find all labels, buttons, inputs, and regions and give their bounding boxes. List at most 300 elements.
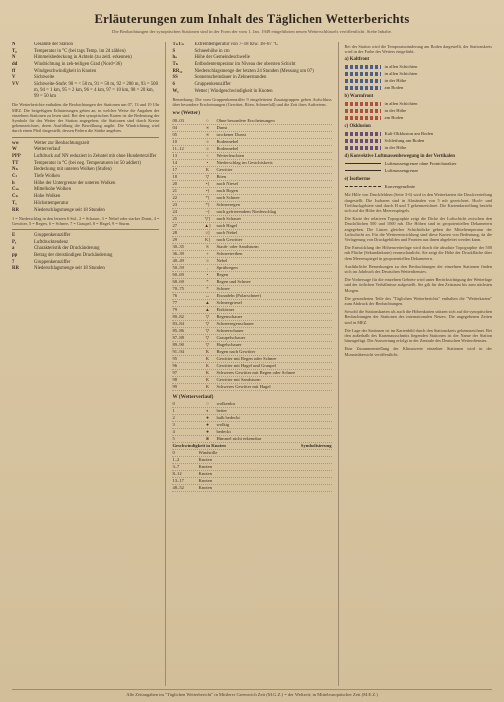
code-row [172, 342, 331, 349]
code-label: Schneetreiben [216, 250, 243, 256]
key-entry [12, 246, 159, 252]
key-entry [12, 147, 159, 153]
code-label: trockener Dunst [216, 131, 246, 137]
warmfront-legend [345, 100, 492, 121]
key-description: Bedeckung mit unteren Wolken (Stufen) [34, 167, 112, 173]
key-entry [12, 266, 159, 272]
weather-symbol-icon: ▽] [204, 215, 210, 221]
key-symbol: W [12, 147, 17, 153]
weather-symbol-icon: ↔ [205, 292, 210, 298]
key-symbol: V [12, 75, 16, 81]
key-symbol: ff [12, 68, 16, 74]
front-line-swatch [345, 170, 381, 171]
page-title: Erläuterungen zum Inhalt des Täglichen Wetterberichts [94, 12, 410, 26]
key-symbol: E [12, 233, 16, 238]
code-number: 98 [172, 376, 178, 382]
code-row [172, 335, 331, 342]
key-symbol: W₁ [172, 88, 179, 94]
key-description: Gruppenkennziffer [34, 233, 71, 238]
code-row [172, 356, 331, 363]
okklusion-legend [345, 130, 492, 151]
ww-section-heading: ww (Wetter) [172, 110, 200, 117]
code-label: wolkenlos [216, 401, 236, 407]
weather-symbol-icon: • [206, 159, 209, 165]
right-intro: Bei der Station wird die Temperaturänderung am Boden dargestellt, der Stationskreis wird in der Farbe des Wetters eingefärbt. [344, 44, 492, 55]
key-symbol: dd [12, 62, 18, 68]
code-row [172, 415, 331, 422]
weather-symbol-icon: ▲ [205, 299, 210, 305]
key-description: Extremtemperatur von 7–18 bzw. 18–07 °C [194, 42, 279, 47]
code-number: 96 [172, 362, 178, 368]
code-number: 22 [172, 194, 178, 200]
code-row [172, 349, 331, 356]
weather-symbol-icon: ≡] [205, 229, 210, 235]
code-number: 18 [172, 173, 178, 179]
code-number: 1 [172, 408, 175, 414]
key-description: Gruppenkennziffer [34, 259, 71, 265]
code-label: Hagelschauer [216, 341, 242, 347]
left-paragraph-2: 1 = Niederschlag in den letzten 6 Std., 2 = Schauer, 3 = Nebel oder starker Dunst, 4 = Gewitter, 5 = Regen, 6 = Schnee, 7 = Graupel, 8 = Hagel, 9 = Sturm. [12, 215, 160, 226]
legend-label: in allen Schichten [384, 71, 418, 77]
key-symbol: 6 [172, 82, 175, 88]
legend-label: am Boden [384, 115, 404, 121]
legend-label: in der Höhe [384, 145, 407, 151]
key-entry [12, 208, 159, 214]
weather-symbol-icon: K] [205, 236, 210, 242]
code-label: Regen nach Gewitter [216, 348, 256, 354]
legend-label: Luftmassengrenze ohne Frontcharakter [384, 161, 457, 167]
weather-symbol-icon: *] [205, 194, 210, 200]
weather-symbol-icon: • [206, 271, 209, 277]
code-label: nach gefrierendem Niederschlag [216, 208, 277, 214]
code-row [172, 216, 331, 223]
key-symbol: 7 [12, 259, 15, 265]
code-number: 21 [172, 187, 178, 193]
divider [12, 137, 159, 138]
code-number: 40–49 [172, 257, 184, 263]
kaltfront-legend [345, 63, 492, 91]
code-label: heiter [216, 408, 227, 414]
code-number: 10 [172, 138, 178, 144]
code-label: Wetterleuchten [216, 152, 245, 158]
weather-symbol-icon: ▽ [205, 327, 210, 333]
key-entry [12, 141, 159, 147]
key-symbol: TₙTₙ [172, 42, 184, 47]
key-entry [12, 55, 159, 61]
key-entry [172, 62, 331, 68]
weather-symbol-icon: ▽ [205, 334, 210, 340]
code-label: wolkig [216, 422, 230, 428]
code-number: 80–82 [172, 313, 184, 319]
key-entry [12, 69, 159, 75]
code-label: halb bedeckt [216, 415, 240, 421]
code-row [172, 363, 331, 370]
key-symbol: ww [12, 140, 19, 146]
code-row [172, 408, 331, 415]
weather-symbol-icon: ○ [206, 401, 209, 407]
code-label: nach Hagel [216, 222, 238, 228]
code-number: 11–12 [172, 145, 184, 151]
key-entry [12, 201, 159, 207]
code-row [172, 125, 331, 132]
code-row [172, 265, 331, 272]
code-number: 87–88 [172, 334, 184, 340]
code-number: 4 [172, 429, 175, 435]
key-entry [12, 49, 159, 55]
key-symbol: hₛ [172, 55, 178, 61]
weather-symbol-icon: ◐ [206, 408, 209, 414]
front-line-swatch [345, 65, 381, 69]
key-symbol: Tₕ [172, 62, 179, 68]
code-label: Staub- oder Sandsturm [216, 243, 259, 249]
code-number: 23 [172, 201, 178, 207]
key-entry [172, 42, 331, 48]
weather-symbol-icon: ● [206, 415, 209, 421]
key-symbol: Tₓ [12, 200, 17, 206]
right-paragraph-2: Die Karte der relativen Topographie zeigt die Dicke der Luftschicht zwischen den Druckflächen 500 und 1000 mb. Die Höhen sind in geopotentiellen Dekametern angegeben. Die Linien gleicher Schichtdicke geben die Mitteltemperatur der Luftschicht an. Für die Wetterentwicklung sind diese Karten von Bedeutung, da die Verlagerung von Druckgebilden und Fronten aus ihnen abgeleitet werden kann. [344, 216, 492, 243]
key-symbol: RR [12, 207, 19, 213]
code-number: 91–94 [172, 348, 184, 354]
right-column [339, 42, 492, 686]
code-row [172, 422, 331, 429]
divider [12, 229, 159, 230]
code-row [172, 230, 331, 237]
code-label: Bodennebel [216, 145, 239, 151]
code-number: 8–12 [172, 471, 182, 477]
ww-code-table [172, 118, 331, 391]
key-entry [172, 55, 331, 61]
middle-paragraph: Bemerkung: Die vom Gruppenkennziffer 9 eingeleiteten Zusatzgruppen geben Aufschluss über besondere Erscheinungen (Gewitter, Böen, Schneefall) und die Zeit ihres Auftretens. [172, 96, 332, 108]
key-description: Luftdrucktendenz [34, 239, 69, 245]
weather-symbol-icon: ▽ [205, 313, 210, 319]
front-line-swatch [345, 72, 381, 76]
code-label: Regen [216, 271, 229, 277]
code-number: 3 [172, 422, 175, 428]
page-subtitle: Die Beobachtungen der synoptischen Stationen sind in der Form der vom 1. Jan. 1949 eingeführten neuen Wetterschlüssels veröffentlicht. Siehe Inhalte. [112, 29, 392, 34]
front-line-swatch [345, 116, 381, 120]
code-label: Dunst [216, 124, 228, 130]
key-entry [12, 260, 159, 266]
key-symbol: pp [12, 253, 18, 259]
right-paragraph-4: Ausführliche Bemerkungen zu den Beobachtungen der einzelnen Stationen finden sich im Jahrbuch des Deutschen Wetterdienstes. [344, 263, 492, 275]
code-number: 0 [172, 450, 175, 456]
key-entry [12, 187, 159, 193]
code-row [172, 272, 331, 279]
wind-header-speed: Geschwindigkeit in Knoten [172, 443, 226, 449]
code-number: 00–03 [172, 117, 184, 123]
key-symbol: S [172, 48, 176, 54]
key-description: Sonnenscheindauer in Zehnerstunden [194, 75, 267, 81]
code-row [172, 139, 331, 146]
weather-symbol-icon: ⊗ [205, 436, 210, 442]
code-row [172, 286, 331, 293]
code-row [172, 146, 331, 153]
key-description: Wetter | Windgeschwindigkeit in Knoten [194, 88, 273, 94]
code-number: 05 [172, 131, 178, 137]
code-row [172, 258, 331, 265]
code-row [172, 328, 331, 335]
weather-symbol-icon: ▽ [205, 341, 210, 347]
code-label: Schnee [216, 285, 230, 291]
right-paragraph-1: Mit Hilfe von Druckfeldern (Seite 3-6) wird in den Wetterkarten die Druckverteilung dargestellt. Die Isobaren sind in Abständen von 5 mb gezeichnet. Hoch- und Tiefdruckgebiete sind durch H und T gekennzeichnet. Die Kartendarstellung bezieht sich auf die Höhe des Meeresspiegels. [344, 192, 492, 214]
code-row [172, 244, 331, 251]
key-entry [12, 194, 159, 200]
front-line-swatch [345, 102, 381, 106]
code-row [172, 436, 331, 443]
code-number: 95 [172, 355, 178, 361]
legend-label: in allen Schichten [384, 101, 418, 107]
code-label: Nebel [216, 257, 228, 263]
key-description: Gesamte der Station [34, 42, 73, 47]
legend-label: in der Höhe [384, 108, 407, 114]
code-number: 2 [172, 415, 175, 421]
weather-symbol-icon: •] [205, 180, 210, 186]
key-description: Wetter zur Beobachtungszeit [34, 140, 90, 146]
key-description: Sichtweite-Stufe: 90 = < 50 m, 91 = 50 m, 92 = 200 m, 93 = 500 m, 94 = 1 km, 95 = 2 km, 96 = 4 km, 97 = 10 km, 98 = 20 km, 99 = 50 km [34, 82, 158, 100]
key-description: Gruppenkennziffer [194, 82, 231, 88]
weather-symbol-icon: K [205, 355, 210, 361]
key-symbol: RR [12, 266, 19, 272]
code-number: 1–2 [172, 457, 180, 463]
code-label: Knoten [198, 471, 212, 477]
code-number: 17 [172, 166, 178, 172]
code-number: 85–86 [172, 327, 184, 333]
key-symbol: VV [12, 82, 19, 88]
three-column-body [12, 42, 492, 686]
code-label: Schneegriesel [216, 299, 242, 305]
right-paragraph-6: Die gesonderten Teile des "Täglichen Wetterberichts" enthalten die "Wetterkarten" zum Abdruck der Beobachtungen. [344, 295, 492, 307]
key-entry [172, 49, 331, 55]
legend-label: Luftmassengrenze [384, 168, 419, 174]
key-symbol: Nₕ [12, 167, 18, 173]
front-line-swatch [345, 146, 381, 150]
front-line-swatch [345, 79, 381, 83]
code-row [172, 450, 331, 457]
code-number: 76 [172, 292, 178, 298]
code-number: 5 [172, 436, 175, 442]
code-number: 13–17 [172, 478, 184, 484]
code-number: 3–7 [172, 464, 180, 470]
code-label: Himmel nicht erkennbar [216, 436, 262, 442]
code-row [172, 195, 331, 202]
code-label: Regen und Schnee [216, 278, 251, 284]
key-description: Temperatur in °C (bei neg. Temperaturen ist 50 addiert) [34, 160, 141, 166]
key-entry [12, 167, 159, 173]
key-symbol: SS [172, 75, 178, 81]
key-description: Temperatur in °C (bei tags Temp. im 2d zählen) [34, 48, 126, 54]
isotherm-label: Konvergenzlinie [384, 184, 416, 190]
code-label: nach Schnee [216, 194, 240, 200]
front-line-swatch [345, 109, 381, 113]
code-number: 70–75 [172, 285, 184, 291]
code-row [172, 478, 331, 485]
key-entry [12, 233, 159, 239]
code-label: nach Schauer [216, 215, 242, 221]
weather-symbol-icon: , [206, 264, 209, 270]
code-label: Windstille [198, 450, 218, 456]
legend-row [345, 114, 492, 121]
code-number: 50–59 [172, 264, 184, 270]
front-line-swatch [345, 163, 381, 164]
code-row [172, 132, 331, 139]
code-number: 25 [172, 215, 178, 221]
front-head-warmfront: b) Warmfront [344, 94, 374, 100]
key-description: Himmelsbedeckung in Achteln (zu zeitl. erkennen) [34, 55, 132, 61]
code-label: Gewitter mit Hagel und Graupel [216, 362, 276, 368]
wind-code-table [172, 450, 331, 492]
key-description: Tiefe Wolken [34, 174, 60, 180]
code-number: 14 [172, 159, 178, 165]
key-entry [12, 240, 159, 246]
weather-symbol-icon: ▽ [205, 320, 210, 326]
code-label: Bodennebel [216, 138, 239, 144]
weather-symbol-icon: ≡ [206, 145, 209, 151]
weather-symbol-icon: ▲] [204, 222, 211, 228]
wind-table-header [172, 443, 331, 450]
middle-column [166, 42, 338, 686]
code-label: Niederschlag im Gesichtskreis [216, 159, 273, 165]
code-number: 0 [172, 401, 175, 407]
key-entry [12, 174, 159, 180]
key-description: Niederschlagsmenge seit 18 Stunden [34, 266, 105, 272]
front-line-swatch [345, 86, 381, 90]
code-row [172, 188, 331, 195]
code-label: Gewitter [216, 166, 233, 172]
key-symbol: h [12, 180, 15, 186]
code-number: 30–35 [172, 243, 184, 249]
key-description: Betrag der dreistündigen Druckänderung [34, 253, 113, 259]
legend-row [345, 107, 492, 114]
code-label: bedeckt [216, 429, 231, 435]
front-line-swatch [345, 139, 381, 143]
code-label: Knoten [198, 478, 212, 484]
legend-row [345, 63, 492, 70]
code-label: Gewitter mit Regen oder Schnee [216, 355, 277, 361]
code-row [172, 401, 331, 408]
code-number: 36–39 [172, 250, 184, 256]
code-label: Böen [216, 173, 227, 179]
weather-symbol-icon: + [206, 250, 209, 256]
key-symbol: TT [12, 160, 19, 166]
code-number: 60–69 [172, 271, 184, 277]
code-label: Schweres Gewitter mit Regen oder Schnee [216, 369, 296, 375]
code-row [172, 485, 331, 492]
key-entry [12, 154, 159, 160]
weather-symbol-icon: ∞ [205, 124, 210, 130]
key-entry [12, 62, 159, 68]
key-entry [12, 181, 159, 187]
weather-symbol-icon: < [206, 152, 209, 158]
code-label: Schneeregenschauer [216, 320, 254, 326]
weather-symbol-icon: ● [206, 429, 209, 435]
footer-note: Alle Zeitangaben im "Täglichen Wetterbericht" in Mittlerer Greenwich Zeit (M.G.Z.) = der Weltzeit; in Mitteleuropäischer Zeit (M.E.Z.) [12, 689, 492, 697]
weather-symbol-icon: ∞ [205, 131, 210, 137]
code-row [172, 429, 331, 436]
code-number: 97 [172, 369, 178, 375]
code-row [172, 209, 331, 216]
legend-row [345, 144, 492, 151]
key-description: Windgeschwindigkeit in Knoten [34, 68, 97, 74]
isotherm-line-swatch [345, 186, 381, 187]
code-label: Eiskörner [216, 306, 235, 312]
code-row [172, 377, 331, 384]
code-number: 99 [172, 383, 178, 389]
weather-symbol-icon: K [205, 369, 210, 375]
key-description: Hohe Wolken [34, 194, 61, 200]
code-number: 89–90 [172, 341, 184, 347]
weather-symbol-icon: * [206, 285, 209, 291]
code-label: nach Regen [216, 187, 239, 193]
front-line-swatch [345, 132, 381, 136]
w-code-table [172, 401, 331, 443]
code-number: 24 [172, 208, 178, 214]
code-label: Schneeschauer [216, 327, 244, 333]
left-entries-list [12, 42, 159, 100]
code-label: nach Nebel [216, 229, 238, 235]
code-row [172, 384, 331, 391]
code-label: Gewitter mit Sandsturm [216, 376, 261, 382]
key-description: Schneehöhe in cm [194, 48, 230, 54]
legend-row [345, 70, 492, 77]
key-entry [172, 82, 331, 88]
weather-symbol-icon: K [205, 362, 210, 368]
key-description: Wetterverlauf [34, 147, 61, 153]
code-row [172, 471, 331, 478]
code-number: 68–69 [172, 278, 184, 284]
key-entry [12, 82, 159, 100]
weather-symbol-icon: ○ [206, 117, 209, 123]
code-row [172, 237, 331, 244]
key-symbol: RR₁₂ [172, 68, 183, 74]
code-row [172, 223, 331, 230]
code-row [172, 457, 331, 464]
code-label: Eisnadeln (Polarschnee) [216, 292, 261, 298]
right-paragraph-8: Die Lage der Stationen ist im Kartenbild durch den Stationskreis gekennzeichnet. Bei den außerhalb des Kartenausschnitts liegenden Stationen ist der Name der Station hinzugefügt. Die Auswertung erfolgt in der Zentrale des Deutschen Wetterdienstes. [344, 327, 492, 344]
legend-label: in der Höhe [384, 78, 407, 84]
code-number: 20 [172, 180, 178, 186]
code-label: Knoten [198, 485, 212, 491]
weather-symbol-icon: *] [205, 201, 210, 207]
code-number: 29 [172, 236, 178, 242]
code-label: Graupelschauer [216, 334, 246, 340]
code-row [172, 160, 331, 167]
weather-symbol-icon: ▽ [205, 173, 210, 179]
weather-symbol-icon: ▲ [205, 306, 210, 312]
code-row [172, 321, 331, 328]
legend-row [345, 137, 492, 144]
key-symbol: T₀ [12, 48, 17, 54]
weather-symbol-icon: ≡ [206, 138, 209, 144]
code-label: nach Niesel [216, 180, 239, 186]
code-row [172, 202, 331, 209]
weather-symbol-icon: ~] [205, 208, 210, 214]
legend-row [345, 100, 492, 107]
key-description: Niederschlagsmenge der letzten 24 Stunden (Messung um 07) [194, 68, 314, 74]
code-row [172, 153, 331, 160]
left-entries-list-2 [12, 141, 159, 214]
code-label: Knoten [198, 464, 212, 470]
key-entry [12, 161, 159, 167]
weather-symbol-icon: K [205, 348, 210, 354]
code-label: Ohne besondere Erscheinungen [216, 117, 275, 123]
code-number: 13 [172, 152, 178, 158]
legend-row [345, 130, 492, 137]
key-entry [12, 253, 159, 259]
left-entries-list-3 [12, 233, 159, 273]
code-label: Sprühregen [216, 264, 238, 270]
front-head-konvektiv: d) Konvektive Luftmassenbewegung in der Vertikalen [344, 154, 455, 160]
weather-symbol-icon: K [205, 376, 210, 382]
